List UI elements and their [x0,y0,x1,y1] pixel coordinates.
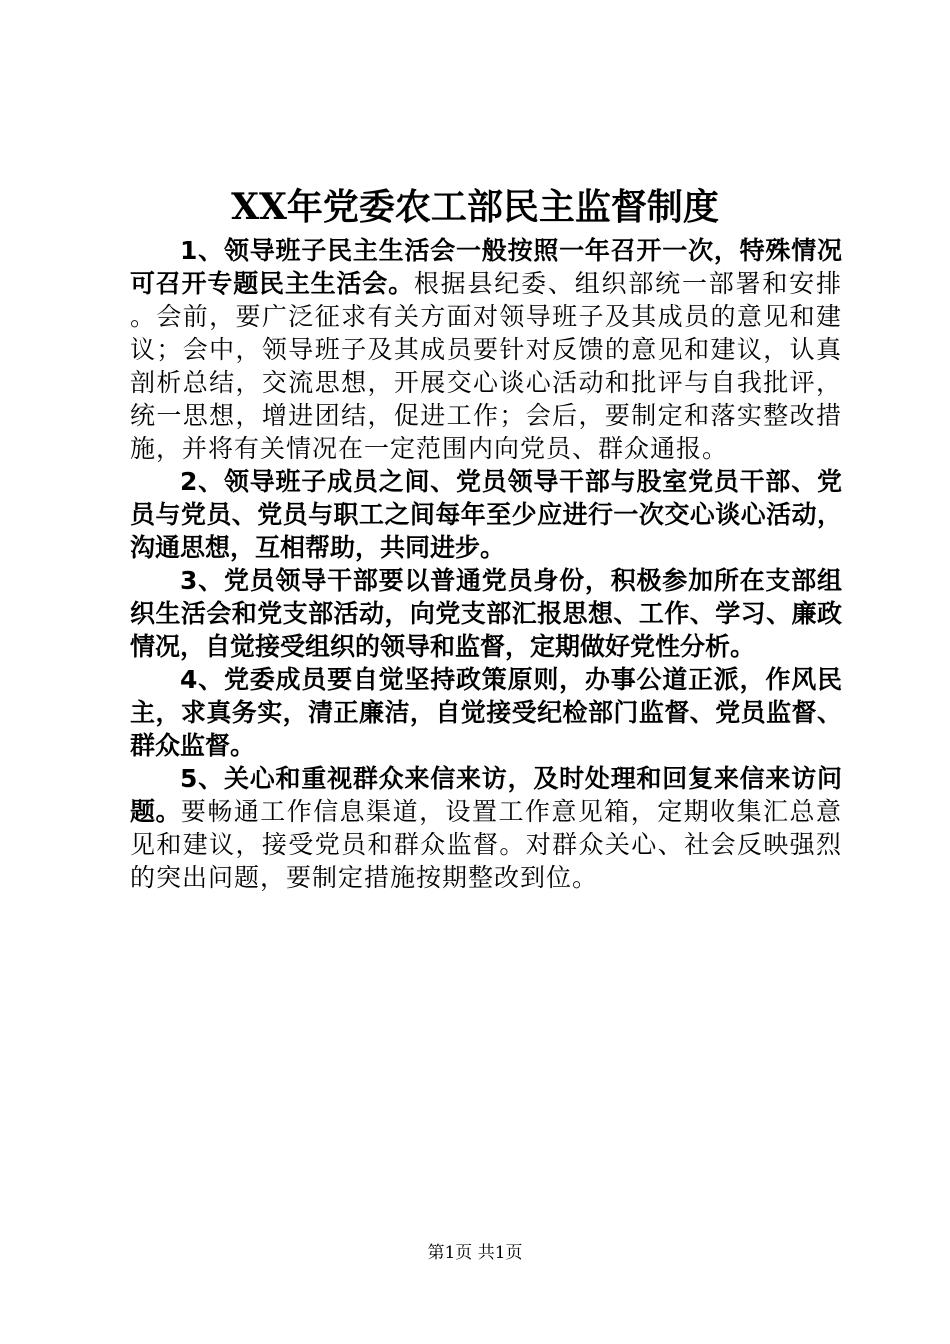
paragraph-lead: 2、领导班子成员之间、党员领导干部与股室党员干部、党员与党员、党员与职工之间每年至少应进行一次交心谈心活动，沟通思想，互相帮助，共同进步。 [130,467,842,562]
document-title: XX年党委农工部民主监督制度 [231,186,719,228]
paragraph-rest: 根据县纪委、组织部统一部署和安排。会前，要广泛征求有关方面对领导班子及其成员的意见和建议；会中，领导班子及其成员要针对反馈的意见和建议，认真剖析总结，交流思想，开展交心谈心活动和批评与自我批评，统一思想，增进团结，促进工作；会后，要制定和落实整改措施，并将有关情况在一定范围内向党员、群众通报。 [130,269,842,463]
paragraph-1 [130,234,842,465]
paragraph-rest: 要畅通工作信息渠道，设置工作意见箱，定期收集汇总意见和建议，接受党员和群众监督。对群众关心、社会反映强烈的突出问题，要制定措施按期整改到位。 [130,797,842,892]
paragraph-lead: 1、领导班子民主生活会一般按照一年召开一次，特殊情况可召开专题民主生活会。 [130,236,842,298]
paragraph-lead: 3、党员领导干部要以普通党员身份，积极参加所在支部组织生活会和党支部活动，向党支部汇报思想、工作、学习、廉政情况，自觉接受组织的领导和监督，定期做好党性分析。 [130,566,842,661]
paragraph-3 [130,564,842,663]
document-body [130,234,842,894]
paragraph-lead: 4、党委成员要自觉坚持政策原则，办事公道正派，作风民主，求真务实，清正廉洁，自觉接受纪检部门监督、党员监督、群众监督。 [130,665,842,760]
page-footer: 第1页 共1页 [427,1243,523,1263]
paragraph-5 [130,762,842,894]
paragraph-4 [130,663,842,762]
paragraph-2 [130,465,842,564]
paragraph-lead: 5、关心和重视群众来信来访，及时处理和回复来信来访问题。 [130,764,842,826]
